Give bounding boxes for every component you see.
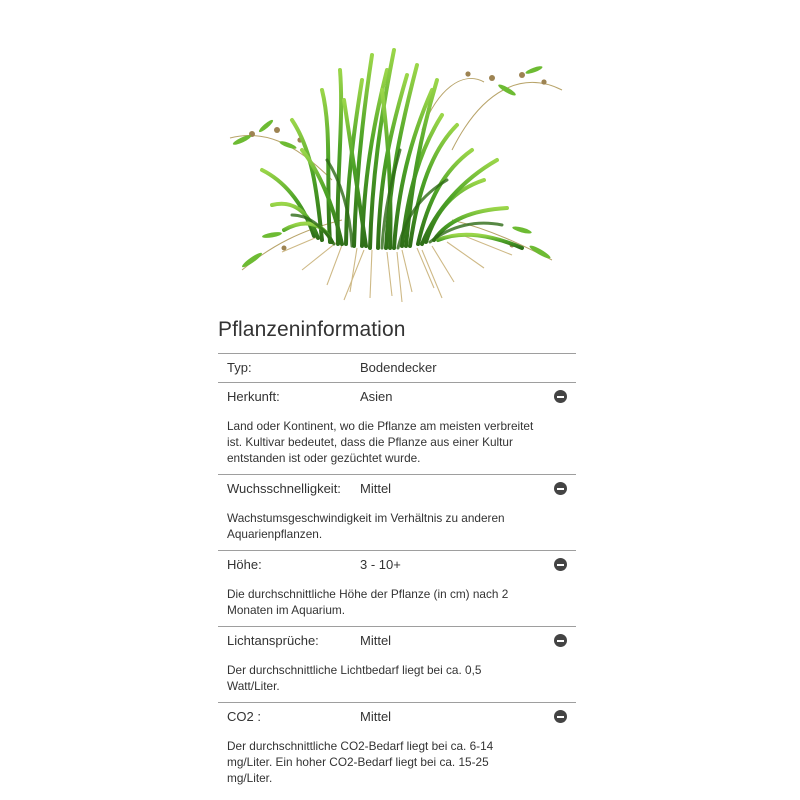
- minus-circle-icon[interactable]: [554, 710, 567, 723]
- row-description: Der durchschnittliche CO2-Bedarf liegt bei ca. 6-14 mg/Liter. Ein hoher CO2-Bedarf liegt bei ca. 15-25 mg/Liter.: [227, 739, 494, 785]
- plant-info-table: [218, 353, 576, 794]
- row-header[interactable]: [218, 475, 576, 503]
- plant-info-section: [218, 316, 576, 794]
- row-header[interactable]: [218, 703, 576, 731]
- info-row-growth-speed: [218, 475, 576, 551]
- row-value: Bodendecker: [360, 360, 437, 375]
- row-value: Mittel: [360, 633, 392, 648]
- info-row-light: [218, 627, 576, 703]
- row-label: CO2 :: [227, 709, 261, 724]
- row-value: 3 - 10+: [360, 557, 401, 572]
- row-label: Lichtansprüche:: [227, 633, 319, 648]
- row-header[interactable]: [218, 383, 576, 411]
- row-label: Wuchsschnelligkeit:: [227, 481, 341, 496]
- row-label: Typ:: [227, 360, 252, 375]
- section-title: Pflanzeninformation: [218, 318, 406, 341]
- row-value: Asien: [360, 389, 393, 404]
- row-label: Herkunft:: [227, 389, 280, 404]
- plant-image: [222, 30, 572, 310]
- info-row-co2: [218, 703, 576, 794]
- row-value: Mittel: [360, 481, 392, 496]
- minus-circle-icon[interactable]: [554, 558, 567, 571]
- info-row-type: [218, 354, 576, 383]
- row-header: [218, 354, 576, 382]
- info-row-height: [218, 551, 576, 627]
- info-row-origin: [218, 383, 576, 475]
- row-description: Land oder Kontinent, wo die Pflanze am meisten verbreitet ist. Kultivar bedeutet, dass die Pflanze aus einer Kultur entstanden ist oder gezüchtet wurde.: [227, 419, 534, 465]
- row-description: Der durchschnittliche Lichtbedarf liegt bei ca. 0,5 Watt/Liter.: [227, 663, 482, 693]
- plant-illustration: [222, 30, 572, 310]
- minus-circle-icon[interactable]: [554, 390, 567, 403]
- row-header[interactable]: [218, 627, 576, 655]
- row-header[interactable]: [218, 551, 576, 579]
- minus-circle-icon[interactable]: [554, 482, 567, 495]
- row-description: Die durchschnittliche Höhe der Pflanze (in cm) nach 2 Monaten im Aquarium.: [227, 587, 509, 617]
- minus-circle-icon[interactable]: [554, 634, 567, 647]
- row-value: Mittel: [360, 709, 392, 724]
- row-description: Wachstumsgeschwindigkeit im Verhältnis zu anderen Aquarienpflanzen.: [227, 511, 505, 541]
- row-label: Höhe:: [227, 557, 262, 572]
